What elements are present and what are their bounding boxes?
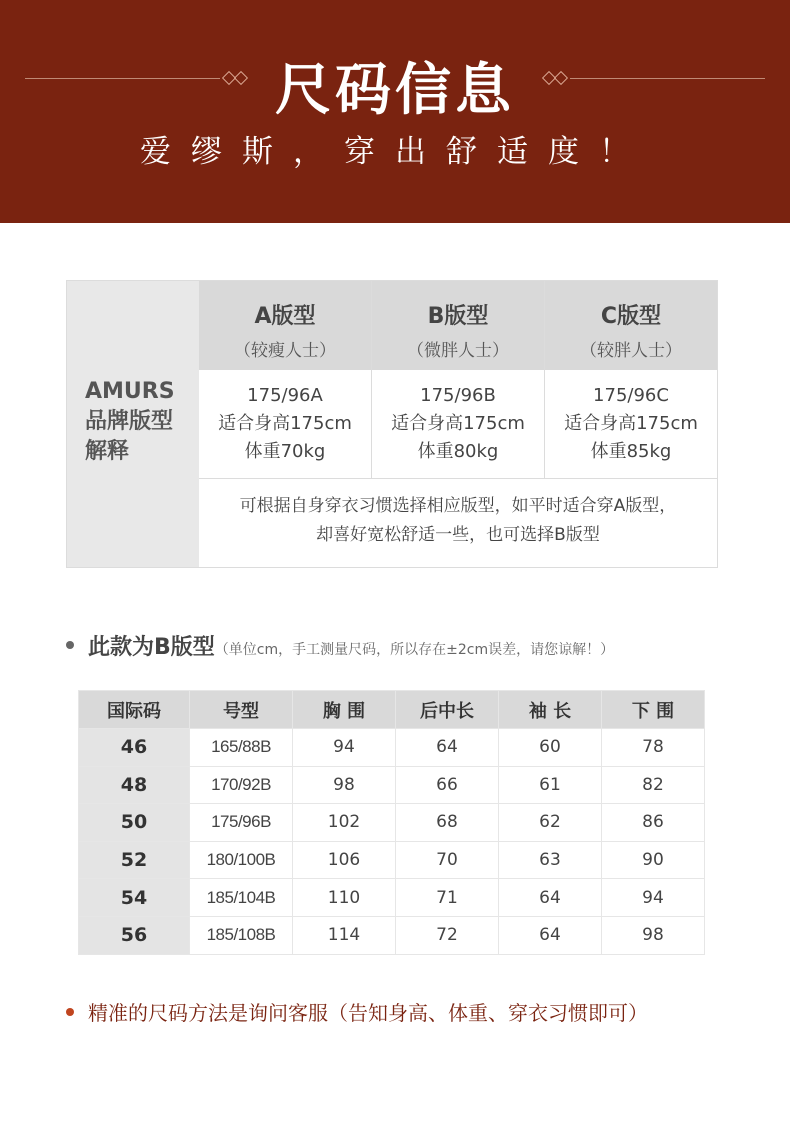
table-cell: 62 — [499, 804, 602, 842]
table-cell: 175/96B — [190, 804, 293, 842]
table-cell: 94 — [293, 729, 396, 767]
table-cell: 110 — [293, 879, 396, 917]
bottom-note: 精准的尺码方法是询问客服（告知身高、体重、穿衣习惯即可） — [88, 1001, 648, 1025]
table-cell: 72 — [396, 916, 499, 954]
table-row — [79, 916, 705, 954]
version-note — [199, 478, 717, 567]
version-name: B版型 — [427, 304, 489, 329]
brand-line: AMURS — [85, 379, 175, 404]
table-cell: 98 — [602, 916, 705, 954]
section-title-text: 此款为B版型 — [88, 635, 215, 660]
version-spec-b — [372, 370, 544, 478]
version-weight: 体重70kg — [244, 441, 326, 462]
version-spec-a — [199, 370, 371, 478]
divider — [544, 281, 545, 478]
table-cell: 68 — [396, 804, 499, 842]
header-banner — [0, 0, 790, 223]
table-cell: 61 — [499, 766, 602, 804]
table-cell: 66 — [396, 766, 499, 804]
section-note: （单位cm，手工测量尺码，所以存在±2cm误差，请您谅解！） — [214, 642, 615, 658]
table-cell: 63 — [499, 841, 602, 879]
column-header: 号型 — [190, 691, 293, 729]
size-code: 48 — [79, 766, 190, 804]
bullet-icon — [66, 641, 74, 649]
version-height: 适合身高175cm — [391, 413, 525, 434]
version-header-c — [545, 281, 717, 370]
table-cell: 106 — [293, 841, 396, 879]
version-spec: 175/96C — [593, 385, 669, 406]
version-desc: （较胖人士） — [580, 341, 682, 361]
table-cell: 60 — [499, 729, 602, 767]
page-title: 尺码信息 — [275, 58, 515, 123]
version-header-b — [372, 281, 544, 370]
size-code: 50 — [79, 804, 190, 842]
version-name: C版型 — [600, 304, 662, 329]
table-header-row — [79, 691, 705, 729]
column-header: 国际码 — [79, 691, 190, 729]
table-row — [79, 729, 705, 767]
version-weight: 体重85kg — [590, 441, 672, 462]
bullet-icon — [66, 1008, 74, 1016]
version-spec-c — [545, 370, 717, 478]
column-header: 下 围 — [602, 691, 705, 729]
table-cell: 70 — [396, 841, 499, 879]
brand-label — [85, 377, 175, 467]
table-cell: 102 — [293, 804, 396, 842]
version-desc: （微胖人士） — [407, 341, 509, 361]
table-cell: 64 — [499, 879, 602, 917]
table-cell: 94 — [602, 879, 705, 917]
brand-line: 解释 — [85, 439, 130, 464]
table-cell: 64 — [499, 916, 602, 954]
table-row — [79, 841, 705, 879]
table-row — [79, 766, 705, 804]
version-desc: （较瘦人士） — [234, 341, 336, 361]
table-row — [79, 879, 705, 917]
brand-column — [67, 281, 199, 567]
table-cell: 180/100B — [190, 841, 293, 879]
table-row — [79, 804, 705, 842]
table-cell: 185/108B — [190, 916, 293, 954]
table-cell: 86 — [602, 804, 705, 842]
version-height: 适合身高175cm — [564, 413, 698, 434]
table-cell: 90 — [602, 841, 705, 879]
table-cell: 185/104B — [190, 879, 293, 917]
size-code: 54 — [79, 879, 190, 917]
brand-line: 品牌版型 — [85, 409, 174, 434]
size-code: 52 — [79, 841, 190, 879]
version-weight: 体重80kg — [417, 441, 499, 462]
table-cell: 98 — [293, 766, 396, 804]
column-header: 袖 长 — [499, 691, 602, 729]
table-cell: 165/88B — [190, 729, 293, 767]
section-title — [88, 630, 614, 661]
table-cell: 64 — [396, 729, 499, 767]
table-cell: 78 — [602, 729, 705, 767]
version-header-a — [199, 281, 371, 370]
page-subtitle: 爱缪斯，穿出舒适度！ — [140, 134, 650, 170]
table-cell: 82 — [602, 766, 705, 804]
version-table — [66, 280, 718, 568]
version-note-line: 可根据自身穿衣习惯选择相应版型，如平时适合穿A版型， — [239, 496, 677, 516]
version-spec: 175/96A — [247, 385, 323, 406]
table-cell: 114 — [293, 916, 396, 954]
version-spec: 175/96B — [420, 385, 496, 406]
size-table — [78, 690, 705, 955]
column-header: 后中长 — [396, 691, 499, 729]
divider — [371, 281, 372, 478]
table-cell: 71 — [396, 879, 499, 917]
table-cell: 170/92B — [190, 766, 293, 804]
version-note-line: 却喜好宽松舒适一些，也可选择B版型 — [316, 525, 600, 545]
size-code: 56 — [79, 916, 190, 954]
version-height: 适合身高175cm — [218, 413, 352, 434]
size-code: 46 — [79, 729, 190, 767]
version-name: A版型 — [254, 304, 316, 329]
column-header: 胸 围 — [293, 691, 396, 729]
